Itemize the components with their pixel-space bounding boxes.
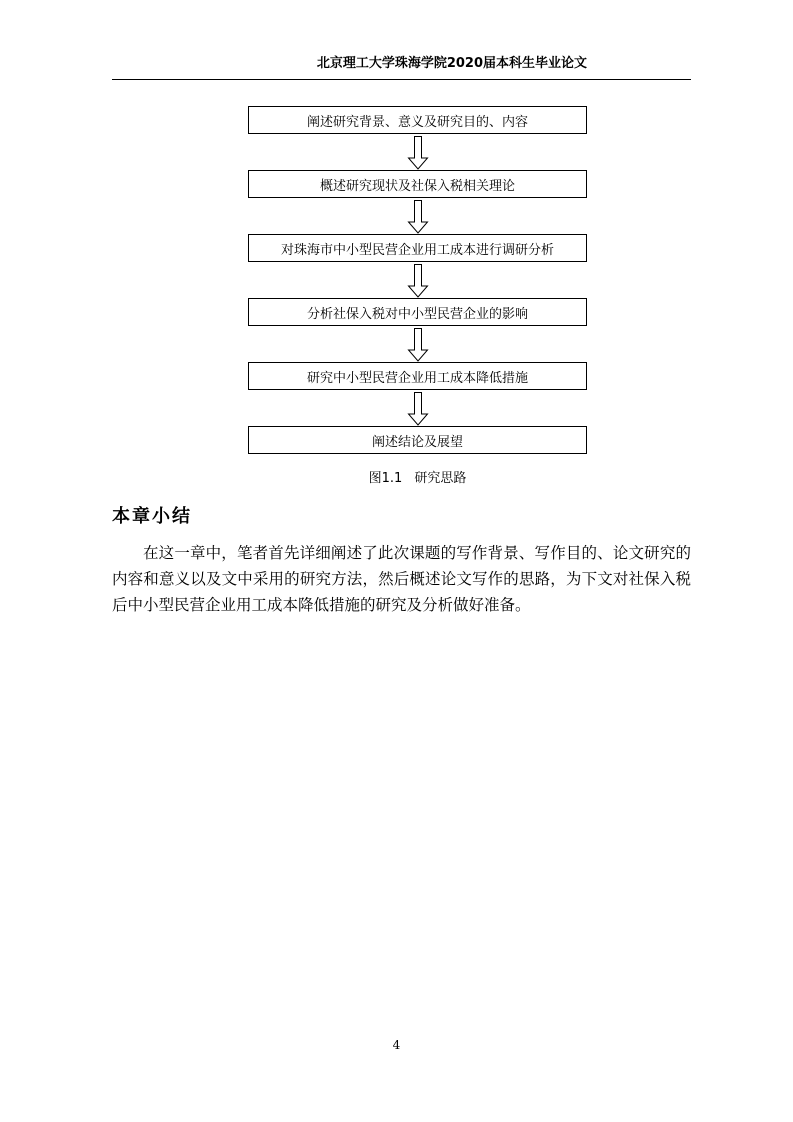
header-rule (112, 79, 691, 80)
flow-step-3: 对珠海市中小型民营企业用工成本进行调研分析 (248, 234, 587, 262)
flow-step-6: 阐述结论及展望 (248, 426, 587, 454)
down-arrow-icon (407, 392, 429, 426)
section-title: 本章小结 (112, 506, 192, 527)
down-arrow-icon (407, 136, 429, 170)
down-arrow-icon (407, 200, 429, 234)
figure-caption (248, 467, 587, 486)
flow-step-2: 概述研究现状及社保入税相关理论 (248, 170, 587, 198)
down-arrow-icon (407, 328, 429, 362)
flow-step-4: 分析社保入税对中小型民营企业的影响 (248, 298, 587, 326)
page-header: 北京理工大学珠海学院2020届本科生毕业论文 (316, 56, 587, 71)
summary-paragraph: 在这一章中，笔者首先详细阐述了此次课题的写作背景、写作目的、论文研究的内容和意义以及文中采用的研究方法，然后概述论文写作的思路，为下文对社保入税后中小型民营企业用工成本降低措施的研究及分析做好准备。 (112, 544, 691, 614)
figure-number: 图1.1 (368, 471, 403, 486)
figure-title: 研究思路 (414, 471, 467, 486)
flow-step-5: 研究中小型民营企业用工成本降低措施 (248, 362, 587, 390)
down-arrow-icon (407, 264, 429, 298)
flow-step-1: 阐述研究背景、意义及研究目的、内容 (248, 106, 587, 134)
page-number: 4 (392, 1038, 401, 1052)
